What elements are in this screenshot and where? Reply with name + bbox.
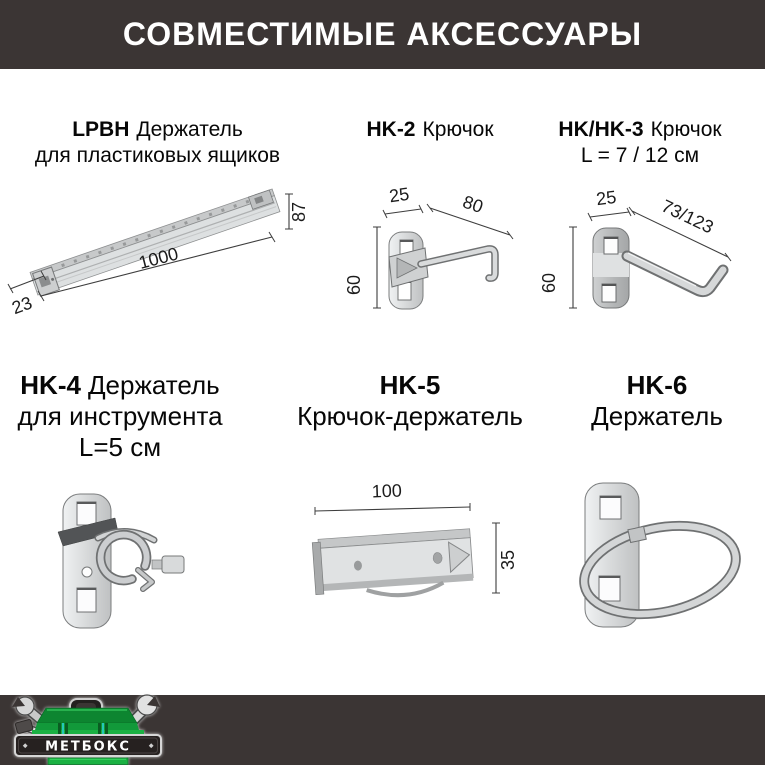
hk2-hook-shape [389,232,495,309]
hk3-name-line2: L = 7 / 12 см [580,144,700,167]
hk5-dim-height-label: 35 [498,549,518,571]
product-title-hk5 [295,370,525,432]
lpbh-title-line1 [5,117,310,143]
header-bar [0,0,765,69]
lpbh-drawing [0,180,330,330]
product-title-hk6 [545,370,765,432]
hk3-dim-height-line [569,227,577,308]
hk4-name-line2: для инструмента [17,401,223,431]
hk6-holder-shape [576,483,744,627]
logo-banner [15,735,161,756]
hk4-drawing [40,470,210,645]
hk5-drawing [290,470,520,620]
hk3-hook-shape [593,228,723,308]
hk2-title-line1 [330,117,530,143]
hk5-holder-shape [312,529,474,601]
hk4-holder-shape [58,494,184,628]
hk4-name-line3: L=5 см [78,432,162,462]
hk3-dim-height-label: 60 [539,272,559,294]
hk6-drawing [555,470,765,635]
lpbh-dim-depth-label: 23 [9,292,35,319]
hk2-dim-height-line [373,227,381,308]
hk5-name-line2: Крючок-держатель [297,401,523,431]
lpbh-name: Держатель [136,118,243,141]
hk4-code: HK-4 [20,370,81,400]
toolbox-icon [32,699,144,738]
hk6-name-line2: Держатель [591,401,723,431]
product-title-hk3 [530,117,750,169]
hk2-dim-width-label: 25 [387,183,411,207]
lpbh-dim-height-label: 87 [289,201,309,223]
hk5-dim-length-label: 100 [371,480,403,502]
product-title-hk2 [330,117,530,143]
lpbh-dim-length-label: 1000 [136,243,181,273]
page-title: СОВМЕСТИМЫЕ АКСЕССУАРЫ [122,16,643,52]
hk3-dim-width-label: 25 [595,186,618,210]
hk3-dim-width-line [588,208,631,221]
lpbh-code: LPBH [72,118,130,141]
hk2-dim-length-label: 80 [460,191,486,218]
hk3-drawing [535,180,765,330]
product-title-hk4 [5,370,235,463]
hk3-dim-length-label: 73/123 [658,195,717,238]
product-title-lpbh [5,117,310,169]
hk6-code: HK-6 [626,370,688,400]
logo-text: МЕТБОКС [45,739,131,755]
hk2-dim-width-line [383,205,423,218]
hk5-dim-length-line [315,503,470,515]
lpbh-name-line2: для пластиковых ящиков [34,144,281,167]
hk5-code: HK-5 [379,370,441,400]
hk3-code: HK/HK-3 [558,118,644,141]
hk3-title-line1 [530,117,750,143]
hk2-name: Крючок [422,118,494,141]
hk2-drawing [345,180,525,330]
hk4-name: Держатель [87,370,220,400]
hk4-title-line1 [5,370,235,401]
metbox-logo [6,694,168,765]
lpbh-rail [30,189,281,297]
logo-green-bar [48,758,128,765]
hk3-name: Крючок [650,118,722,141]
hk2-code: HK-2 [366,118,416,141]
hk2-dim-height-label: 60 [344,274,364,296]
